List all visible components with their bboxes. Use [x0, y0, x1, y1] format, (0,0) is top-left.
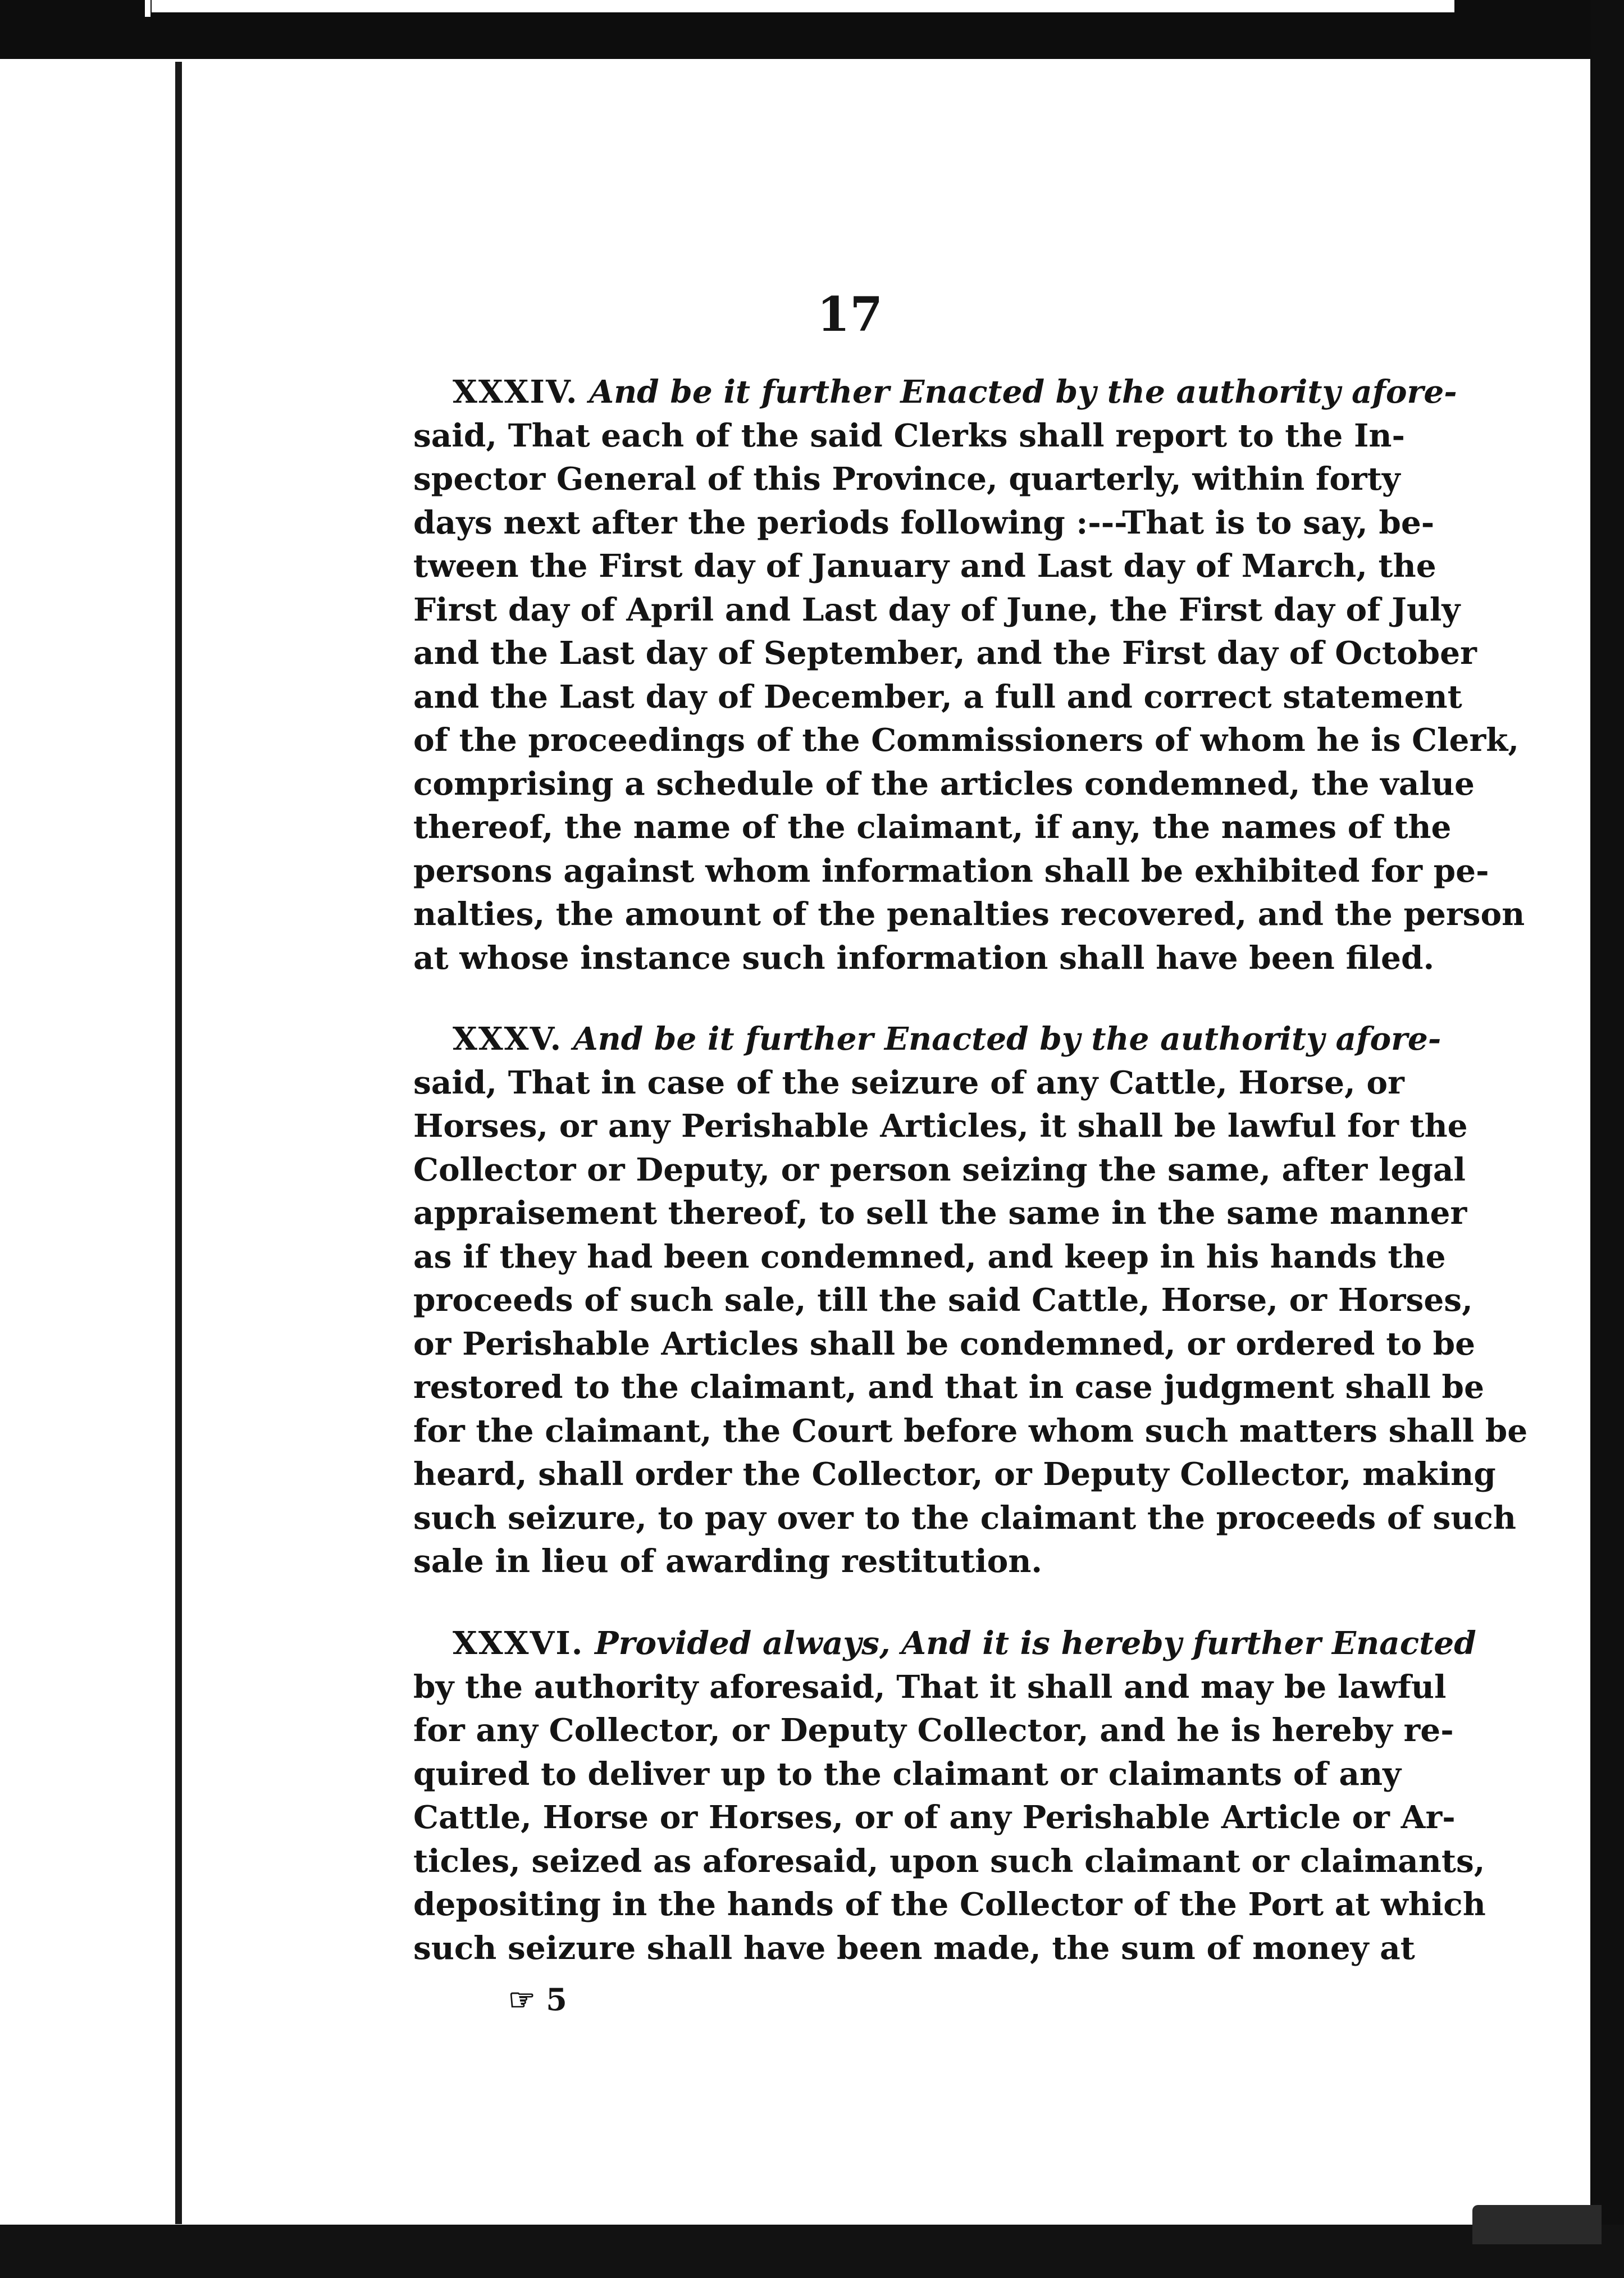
section-34-first-line	[413, 371, 1457, 414]
paragraph-line: Collector or Deputy, or person seizing the same, after legal	[413, 1151, 1466, 1188]
signature-number: 5	[546, 1981, 567, 2017]
scan-border-right	[1590, 0, 1624, 2278]
paragraph-line: tween the First day of January and Last day of March, the	[413, 548, 1436, 585]
paragraph-line: and the Last day of September, and the First day of October	[413, 635, 1477, 672]
paragraph-line: First day of April and Last day of June, the First day of July	[413, 591, 1461, 628]
section-35-paragraph	[413, 1018, 1528, 1584]
section-italic-lead: And be it further Enacted by the authority afore-	[589, 373, 1457, 411]
paragraph-line: proceeds of such sale, till the said Cattle, Horse, or Horses,	[413, 1282, 1473, 1319]
page-number: 17	[817, 286, 883, 342]
paragraph-line: and the Last day of December, a full and correct statement	[413, 678, 1462, 716]
paragraph-line: days next after the periods following :---That is to say, be-	[413, 504, 1435, 541]
paragraph-line: for any Collector, or Deputy Collector, and he is hereby re-	[413, 1712, 1454, 1749]
paragraph-line: quired to deliver up to the claimant or claimants of any	[413, 1755, 1401, 1793]
paragraph-line: comprising a schedule of the articles condemned, the value	[413, 765, 1475, 803]
paragraph-line: nalties, the amount of the penalties recovered, and the person	[413, 896, 1525, 933]
paragraph-line: as if they had been condemned, and keep in his hands the	[413, 1238, 1446, 1275]
section-number: XXXIV.	[453, 373, 578, 411]
paragraph-line: Cattle, Horse or Horses, or of any Perishable Article or Ar-	[413, 1799, 1456, 1836]
paragraph-line: ticles, seized as aforesaid, upon such claimant or claimants,	[413, 1842, 1485, 1880]
paragraph-line: thereof, the name of the claimant, if any, the names of the	[413, 809, 1452, 846]
paragraph-line: sale in lieu of awarding restitution.	[413, 1543, 1043, 1580]
scan-top-strip	[152, 0, 1454, 12]
paragraph-line: by the authority aforesaid, That it shall and may be lawful	[413, 1668, 1447, 1706]
scan-border-bottom	[0, 2225, 1624, 2278]
section-italic-lead: And be it further Enacted by the authority afore-	[573, 1020, 1441, 1058]
printer-signature-mark	[508, 1981, 567, 2017]
scan-corner-blot	[1472, 2205, 1602, 2244]
paragraph-line: or Perishable Articles shall be condemned, or ordered to be	[413, 1325, 1476, 1363]
paragraph-line: restored to the claimant, and that in case judgment shall be	[413, 1369, 1485, 1406]
section-number: XXXV.	[453, 1020, 563, 1058]
paragraph-line: such seizure shall have been made, the sum of money at	[413, 1929, 1415, 1967]
paragraph-line: spector General of this Province, quarterly, within forty	[413, 461, 1401, 498]
section-36-first-line	[413, 1622, 1476, 1666]
paragraph-line: Horses, or any Perishable Articles, it shall be lawful for the	[413, 1108, 1468, 1145]
paragraph-line: at whose instance such information shall have been filed.	[413, 939, 1435, 977]
section-italic-lead: Provided always, And it is hereby further Enacted	[595, 1625, 1476, 1662]
paragraph-line: of the proceedings of the Commissioners of whom he is Clerk,	[413, 722, 1520, 759]
page-left-edge-rule	[175, 62, 182, 2224]
paragraph-line: appraisement thereof, to sell the same in the same manner	[413, 1195, 1467, 1232]
paragraph-line: said, That each of the said Clerks shall report to the In-	[413, 417, 1405, 454]
paragraph-line: depositing in the hands of the Collector of the Port at which	[413, 1886, 1486, 1923]
paragraph-line: persons against whom information shall be exhibited for pe-	[413, 852, 1489, 890]
paragraph-line: such seizure, to pay over to the claimant the proceeds of such	[413, 1499, 1516, 1537]
paragraph-line: heard, shall order the Collector, or Deputy Collector, making	[413, 1456, 1496, 1493]
section-36-paragraph	[413, 1622, 1486, 1970]
scan-top-tick	[145, 0, 150, 17]
section-number: XXXVI.	[453, 1625, 584, 1662]
section-34-paragraph	[413, 371, 1525, 980]
section-35-first-line	[413, 1018, 1441, 1061]
pointing-hand-icon: ☞	[508, 1981, 536, 2017]
paragraph-line: said, That in case of the seizure of any Cattle, Horse, or	[413, 1064, 1404, 1101]
paragraph-line: for the claimant, the Court before whom such matters shall be	[413, 1412, 1528, 1450]
